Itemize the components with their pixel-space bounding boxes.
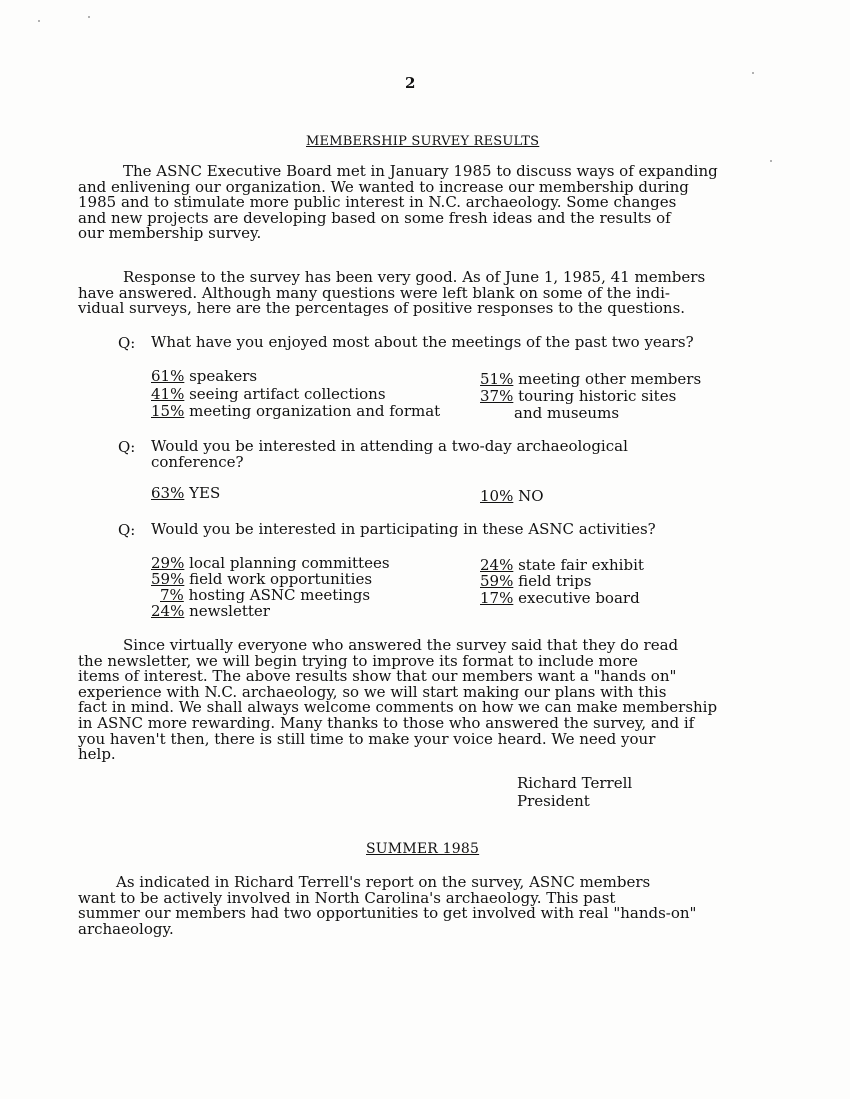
survey-option	[151, 485, 220, 501]
question-marker: Q:	[118, 438, 136, 456]
paragraph-line: have answered. Although many questions were left blank on some of the indi-	[78, 283, 670, 302]
option-label: seeing artifact collections	[184, 385, 386, 403]
question-line: Would you be interested in attending a two-day archaeological	[151, 437, 628, 455]
survey-option	[480, 590, 640, 606]
survey-option	[151, 603, 270, 619]
option-percentage: 41%	[151, 385, 185, 403]
paragraph-line: Response to the survey has been very good. As of June 1, 1985, 41 members	[123, 268, 706, 286]
question-line: conference?	[151, 453, 244, 471]
option-label: newsletter	[184, 602, 270, 620]
option-label: meeting organization and format	[184, 402, 441, 420]
survey-option	[160, 587, 370, 603]
survey-option	[480, 557, 644, 573]
paragraph-line: fact in mind. We shall always welcome comments on how we can make membership	[78, 698, 718, 717]
option-percentage: 10%	[480, 487, 514, 505]
survey-option	[151, 555, 390, 571]
question-marker: Q:	[118, 334, 136, 352]
option-label: meeting other members	[513, 370, 702, 388]
paragraph-line: 1985 and to stimulate more public interest in N.C. archaeology. Some changes	[78, 193, 677, 212]
paragraph-line: items of interest. The above results show that our members want a "hands on"	[78, 667, 677, 686]
paragraph-line: The ASNC Executive Board met in January 1985 to discuss ways of expanding	[123, 162, 718, 180]
survey-title: MEMBERSHIP SURVEY RESULTS	[306, 134, 540, 149]
survey-option-continuation: and museums	[514, 404, 620, 422]
option-percentage: 24%	[151, 602, 185, 620]
question-text: What have you enjoyed most about the meetings of the past two years?	[151, 333, 694, 351]
summer-paragraph	[78, 875, 718, 937]
option-percentage: 17%	[480, 589, 514, 607]
option-percentage: 51%	[480, 370, 514, 388]
survey-option	[480, 488, 544, 504]
option-percentage: 24%	[480, 556, 514, 574]
paragraph-line: summer our members had two opportunities to get involved with real "hands-on"	[78, 904, 697, 923]
response-paragraph	[78, 270, 738, 317]
paragraph-line: and enlivening our organization. We wanted to increase our membership during	[78, 177, 689, 196]
option-label: field work opportunities	[184, 570, 373, 588]
paragraph-line: As indicated in Richard Terrell's report on the survey, ASNC members	[116, 873, 651, 891]
paragraph-line: Since virtually everyone who answered the survey said that they do read	[123, 636, 679, 654]
paragraph-line: in ASNC more rewarding. Many thanks to those who answered the survey, and if	[78, 713, 695, 732]
option-label: NO	[513, 487, 544, 505]
paragraph-line: help.	[78, 745, 116, 764]
survey-option	[480, 388, 676, 404]
option-percentage: 37%	[480, 387, 514, 405]
paragraph-line: you haven't then, there is still time to make your voice heard. We need your	[78, 729, 656, 748]
option-percentage: 59%	[480, 572, 514, 590]
page-number: 2	[405, 74, 416, 92]
survey-option	[480, 573, 591, 589]
option-percentage: 59%	[151, 570, 185, 588]
option-label: executive board	[513, 589, 640, 607]
scan-speck	[752, 72, 754, 74]
option-label: speakers	[184, 367, 258, 385]
paragraph-line: vidual surveys, here are the percentages of positive responses to the questions.	[78, 299, 686, 318]
option-label: state fair exhibit	[513, 556, 644, 574]
option-label: local planning committees	[184, 554, 390, 572]
option-label: YES	[184, 484, 221, 502]
paragraph-line: the newsletter, we will begin trying to improve its format to include more	[78, 651, 638, 670]
question-text: Would you be interested in participating in these ASNC activities?	[151, 520, 656, 538]
survey-option	[151, 386, 386, 402]
signature-name: Richard Terrell	[517, 774, 633, 792]
summer-title: SUMMER 1985	[366, 841, 480, 857]
paragraph-line: and new projects are developing based on some fresh ideas and the results of	[78, 208, 671, 227]
question-marker: Q:	[118, 521, 136, 539]
intro-paragraph	[78, 164, 738, 242]
scan-speck	[38, 20, 40, 22]
scan-speck	[88, 16, 90, 18]
question-text	[151, 438, 711, 470]
survey-option	[151, 368, 257, 384]
paragraph-line: experience with N.C. archaeology, so we will start making our plans with this	[78, 682, 667, 701]
paragraph-line: want to be actively involved in North Carolina's archaeology. This past	[78, 888, 616, 907]
scan-speck	[770, 160, 772, 162]
signature-role: President	[517, 792, 590, 810]
option-label: hosting ASNC meetings	[183, 586, 371, 604]
paragraph-line: our membership survey.	[78, 224, 262, 243]
option-percentage: 29%	[151, 554, 185, 572]
closing-paragraph	[78, 638, 738, 763]
paragraph-line: archaeology.	[78, 919, 174, 938]
option-percentage: 61%	[151, 367, 185, 385]
survey-option	[151, 403, 440, 419]
survey-option	[480, 371, 701, 387]
option-percentage: 7%	[160, 586, 184, 604]
option-percentage: 15%	[151, 402, 185, 420]
survey-option	[151, 571, 372, 587]
option-label: field trips	[513, 572, 592, 590]
option-label: touring historic sites	[513, 387, 677, 405]
option-percentage: 63%	[151, 484, 185, 502]
